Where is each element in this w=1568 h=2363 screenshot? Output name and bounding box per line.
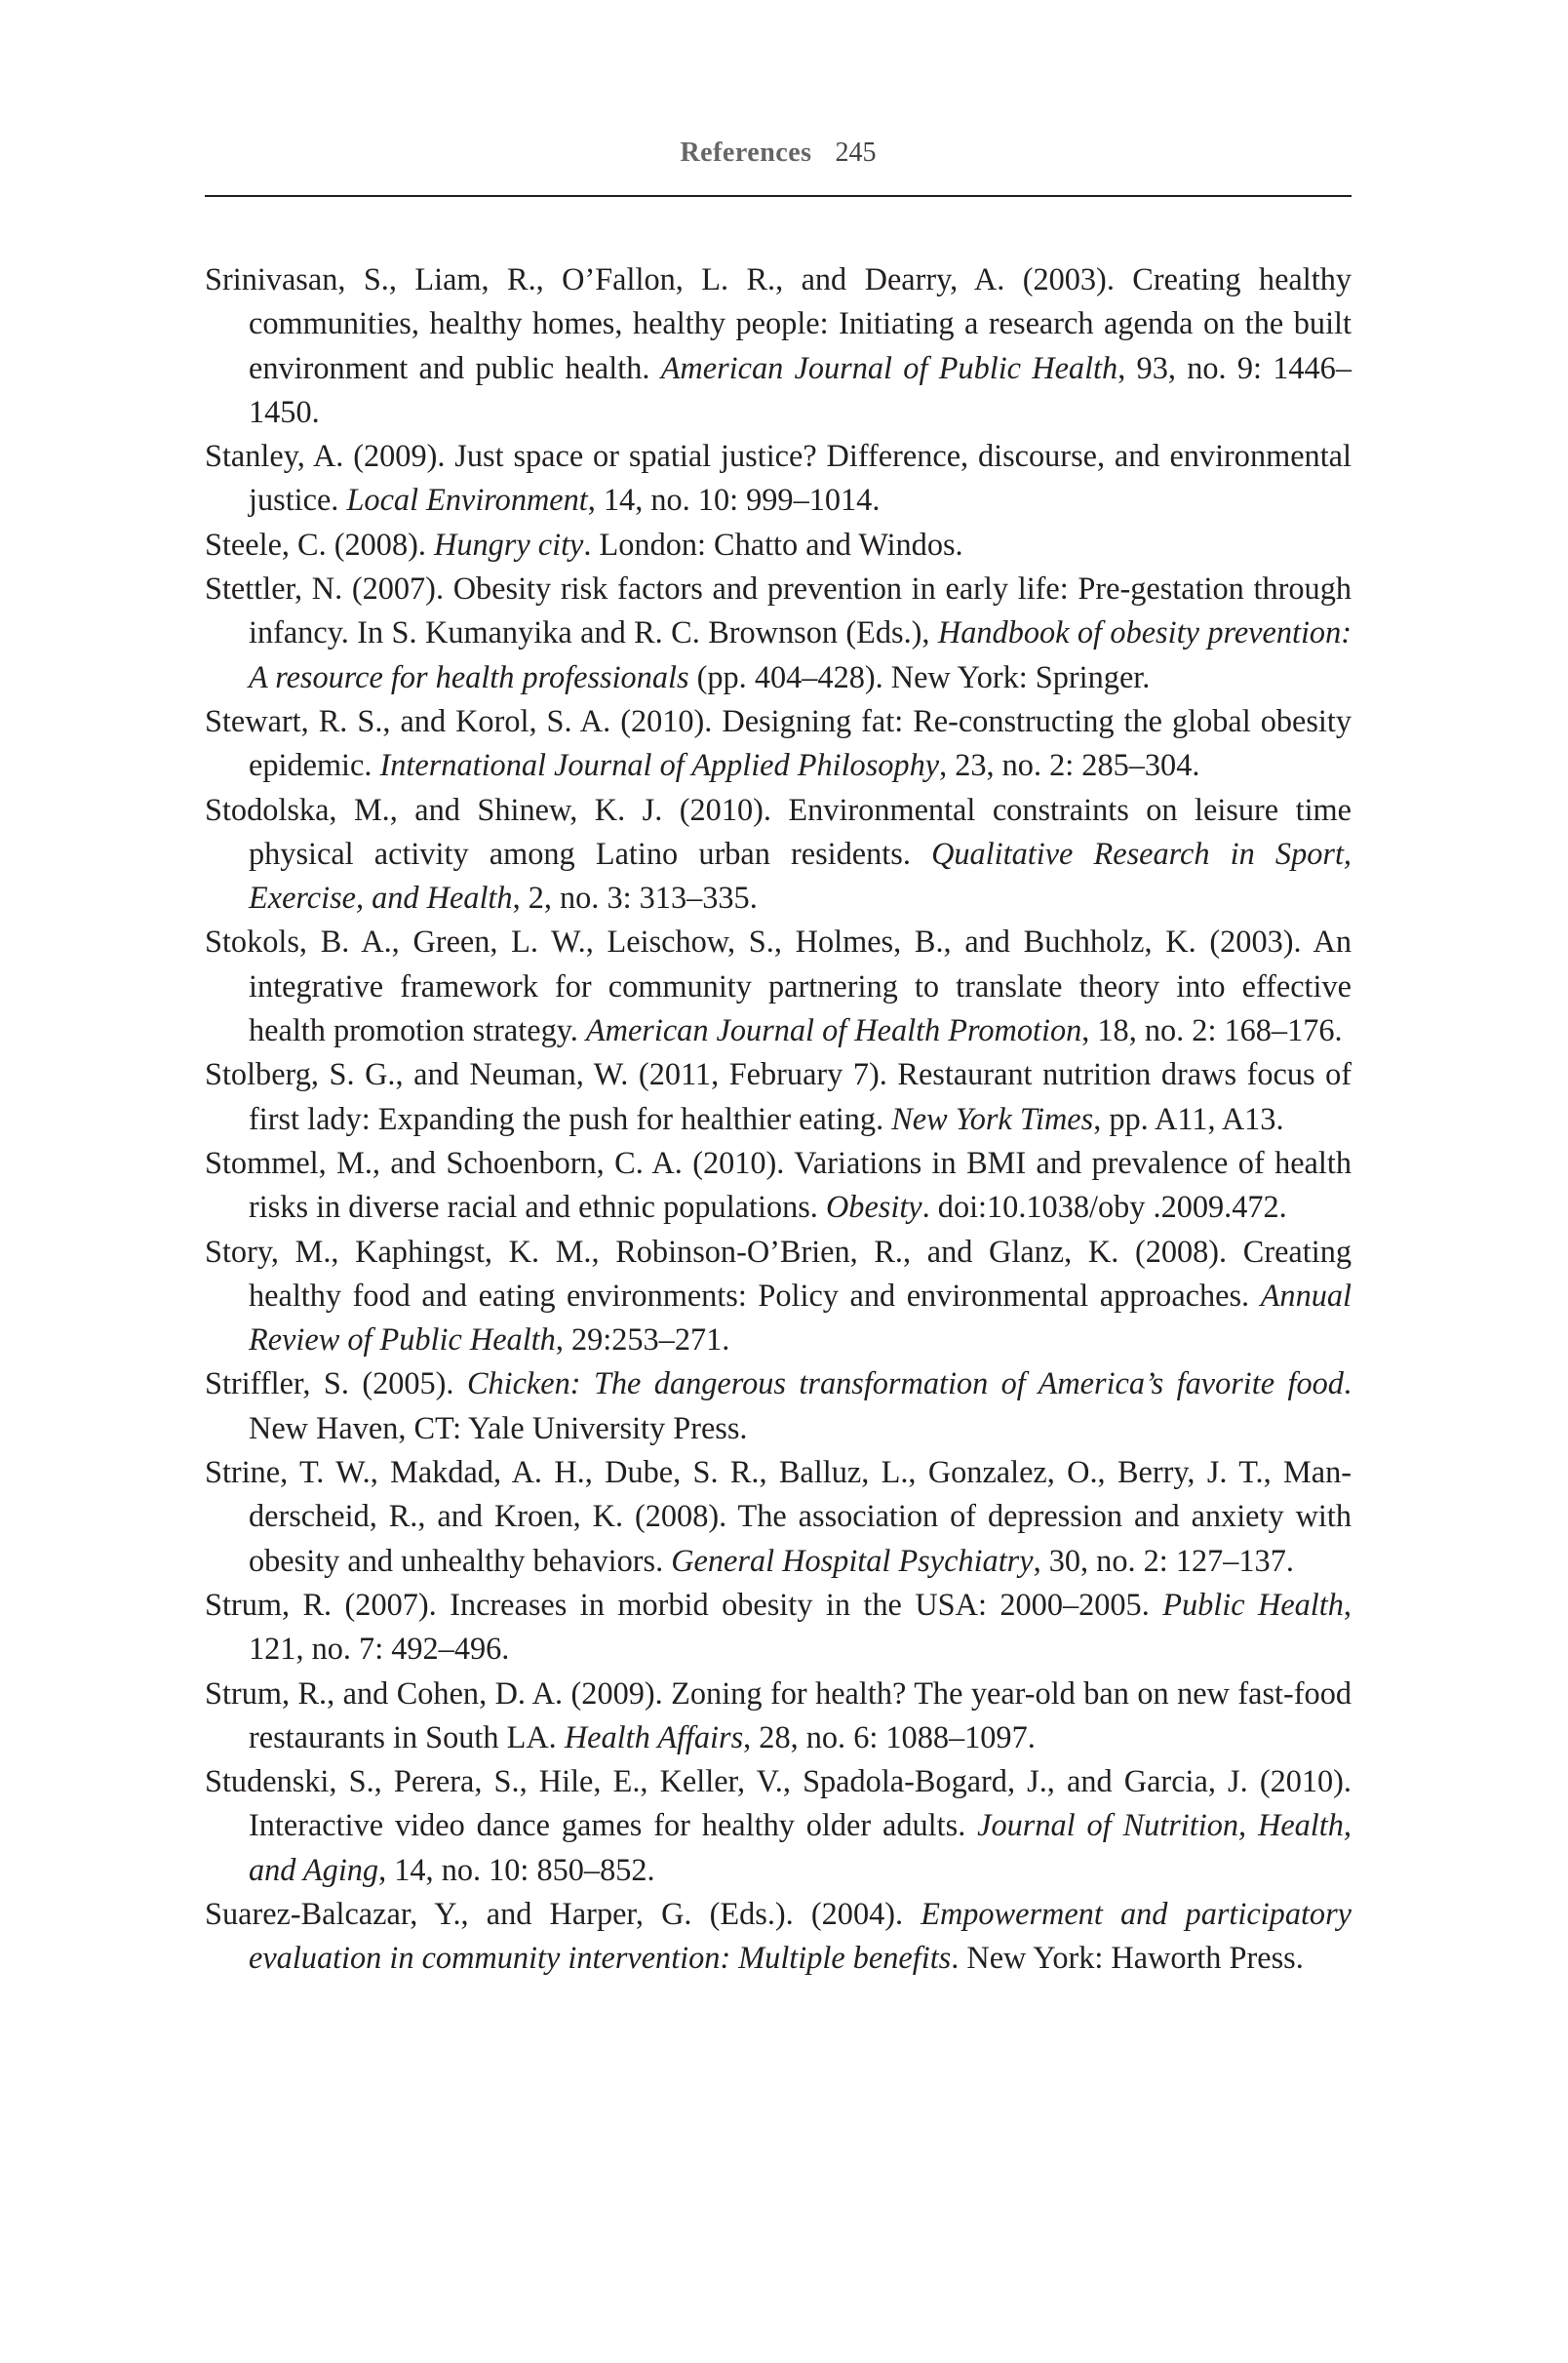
- reference-source-title: Local Environment: [346, 482, 588, 518]
- reference-tail: , 30, no. 2: 127–137.: [1033, 1542, 1294, 1578]
- reference-entry: [205, 1450, 1352, 1583]
- reference-entry: [205, 567, 1352, 699]
- reference-source-title: Public Health: [1162, 1586, 1344, 1622]
- reference-lead: Suarez-Balcazar, Y., and Harper, G. (Eds.). (2004).: [205, 1895, 921, 1931]
- reference-tail: . doi:10.1038/oby .2009.472.: [921, 1189, 1287, 1225]
- reference-entry: [205, 699, 1352, 788]
- reference-list: [205, 257, 1352, 1981]
- reference-tail: . New York: Haworth Press.: [951, 1940, 1304, 1976]
- reference-tail: , 14, no. 10: 850–852.: [378, 1851, 655, 1887]
- reference-lead: Steele, C. (2008).: [205, 526, 435, 562]
- reference-tail: , 14, no. 10: 999–1014.: [587, 482, 881, 518]
- reference-entry: [205, 434, 1352, 523]
- header-rule: [205, 195, 1352, 197]
- reference-lead: Strine, T. W., Makdad, A. H., Dube, S. R., Balluz, L., Gonzalez, O., Berry, J. T., Manderscheid, R., and Kroen, K. (2008). The association of depression and anxiety with obesity and unhealthy behaviors.: [205, 1454, 1352, 1578]
- reference-lead: Stewart, R. S., and Korol, S. A. (2010). Designing fat: Re-constructing the global obesity epidemic.: [205, 702, 1352, 783]
- reference-source-title: General Hospital Psychiatry: [671, 1542, 1034, 1578]
- reference-tail: , 29:253–271.: [555, 1321, 730, 1358]
- reference-source-title: Chicken: The dangerous transformation of America’s favorite food: [466, 1365, 1344, 1401]
- reference-entry: [205, 1759, 1352, 1892]
- reference-source-title: Journal of Nutrition, Health, and Aging: [249, 1807, 1352, 1887]
- reference-source-title: Hungry city: [434, 526, 584, 562]
- reference-source-title: American Journal of Public Health: [660, 349, 1118, 385]
- reference-source-title: American Journal of Health Promotion: [585, 1012, 1082, 1048]
- reference-entry: [205, 1052, 1352, 1141]
- reference-lead: Strum, R., and Cohen, D. A. (2009). Zoning for health? The year-old ban on new fast-food restaurants in South LA.: [205, 1674, 1352, 1754]
- reference-tail: , 23, no. 2: 285–304.: [939, 747, 1200, 783]
- reference-lead: Stodolska, M., and Shinew, K. J. (2010). Environmental constraints on leisure time physical activity among Latino urban residents.: [205, 791, 1352, 871]
- reference-source-title: Health Affairs: [564, 1718, 744, 1754]
- running-head: [205, 134, 1352, 173]
- reference-source-title: Empowerment and participatory evaluation in community intervention: Multiple benefits: [249, 1895, 1352, 1976]
- reference-source-title: Qualitative Research in Sport, Exercise, and Health: [249, 835, 1352, 916]
- reference-lead: Stokols, B. A., Green, L. W., Leischow, S., Holmes, B., and Buchholz, K. (2003). An integrative framework for community partnering to translate theory into effective health promotion strategy.: [205, 924, 1352, 1048]
- reference-tail: . New Haven, CT: Yale University Press.: [249, 1365, 1352, 1445]
- reference-source-title: New York Times: [891, 1100, 1094, 1136]
- reference-entry: [205, 1892, 1352, 1981]
- reference-lead: Story, M., Kaphingst, K. M., Robinson-O’Brien, R., and Glanz, K. (2008). Creating healthy food and eating environments: Policy and environmental approaches.: [205, 1233, 1352, 1313]
- reference-lead: Stommel, M., and Schoenborn, C. A. (2010). Variations in BMI and prevalence of health risks in diverse racial and ethnic populations.: [205, 1144, 1352, 1225]
- reference-lead: Stettler, N. (2007). Obesity risk factors and prevention in early life: Pre-gestation through infancy. In S. Kumanyika and R. C. Brownson (Eds.),: [205, 571, 1352, 650]
- reference-entry: [205, 1361, 1352, 1450]
- reference-source-title: Annual Review of Public Health: [249, 1277, 1352, 1358]
- reference-lead: Srinivasan, S., Liam, R., O’Fallon, L. R., and Dearry, A. (2003). Creating healthy communities, healthy homes, healthy people: Initiating a research agenda on the built environment and public health.: [205, 261, 1352, 385]
- reference-tail: , 121, no. 7: 492–496.: [249, 1586, 1352, 1667]
- reference-tail: , 2, no. 3: 313–335.: [512, 880, 758, 916]
- reference-entry: [205, 788, 1352, 921]
- reference-source-title: Obesity: [825, 1189, 922, 1225]
- reference-tail: , pp. A11, A13.: [1093, 1100, 1284, 1136]
- reference-entry: [205, 1672, 1352, 1760]
- reference-tail: , 93, no. 9: 1446–1450.: [249, 349, 1352, 429]
- page-number: 245: [835, 138, 877, 168]
- reference-lead: Stanley, A. (2009). Just space or spatial justice? Difference, discourse, and environmental justice.: [205, 438, 1352, 518]
- reference-entry: [205, 257, 1352, 434]
- reference-entry: [205, 1141, 1352, 1230]
- section-title: References: [680, 138, 812, 168]
- reference-source-title: Handbook of obesity prevention: A resource for health professionals: [249, 614, 1352, 694]
- reference-lead: Studenski, S., Perera, S., Hile, E., Keller, V., Spadola-Bogard, J., and Garcia, J. (2010). Interactive video dance games for healthy older adults.: [205, 1763, 1352, 1843]
- reference-lead: Strum, R. (2007). Increases in morbid obesity in the USA: 2000–2005.: [205, 1586, 1163, 1622]
- reference-tail: . London: Chatto and Windos.: [583, 526, 963, 562]
- reference-entry: [205, 920, 1352, 1052]
- reference-tail: , 18, no. 2: 168–176.: [1081, 1012, 1343, 1048]
- reference-entry: [205, 1230, 1352, 1362]
- reference-tail: (pp. 404–428). New York: Springer.: [688, 658, 1151, 694]
- reference-tail: , 28, no. 6: 1088–1097.: [743, 1718, 1036, 1754]
- reference-lead: Striffler, S. (2005).: [205, 1365, 467, 1401]
- reference-source-title: International Journal of Applied Philosophy: [379, 747, 940, 783]
- reference-entry: [205, 1583, 1352, 1672]
- reference-entry: [205, 523, 1352, 567]
- reference-lead: Stolberg, S. G., and Neuman, W. (2011, February 7). Restaurant nutrition draws focus of first lady: Expanding the push for healthier eating.: [205, 1056, 1352, 1136]
